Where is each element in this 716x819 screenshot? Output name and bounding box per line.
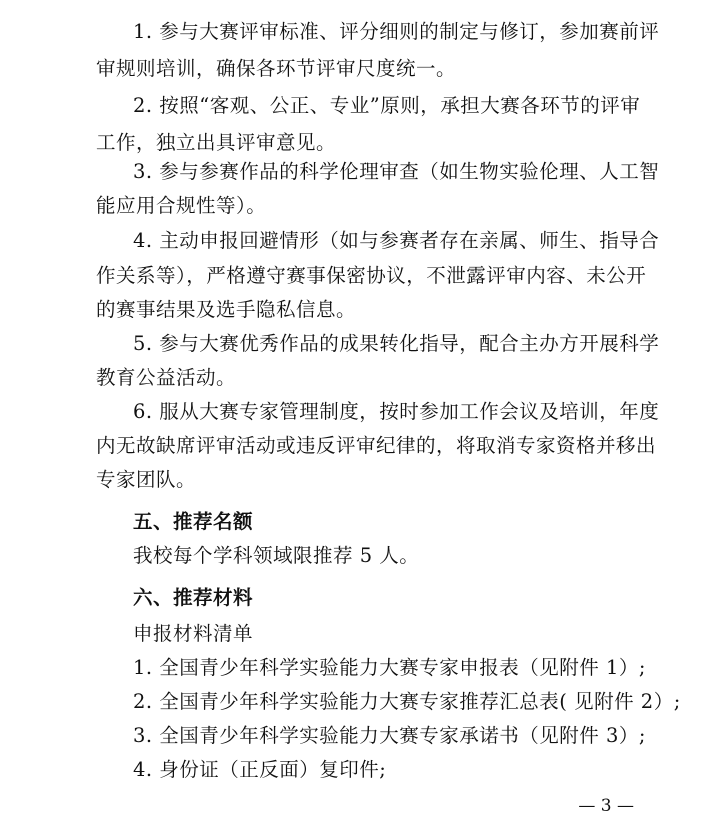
duty-6-line-2: 内无故缺席评审活动或违反评审纪律的，将取消专家资格并移出 xyxy=(96,434,657,457)
duty-1-line-2: 审规则培训，确保各环节评审尺度统一。 xyxy=(96,57,457,80)
section-6-subheading: 申报材料清单 xyxy=(133,622,254,645)
material-item-2: 2. 全国青少年科学实验能力大赛专家推荐汇总表( 见附件 2）; xyxy=(133,690,681,713)
page-number: — 3 — xyxy=(578,796,634,816)
duty-3-line-2: 能应用合规性等）。 xyxy=(96,194,267,217)
duty-6-line-3: 专家团队。 xyxy=(96,468,197,491)
duty-5-line-2: 教育公益活动。 xyxy=(96,366,237,389)
duty-2-line-1: 2. 按照“客观、公正、专业”原则，承担大赛各环节的评审 xyxy=(133,94,641,117)
section-5-heading: 五、推荐名额 xyxy=(133,510,254,533)
section-6-heading: 六、推荐材料 xyxy=(133,586,254,609)
material-item-3: 3. 全国青少年科学实验能力大赛专家承诺书（见附件 3）; xyxy=(133,724,646,747)
material-item-4: 4. 身份证（正反面）复印件; xyxy=(133,758,387,781)
duty-2-line-2: 工作，独立出具评审意见。 xyxy=(96,131,337,154)
duty-4-line-2: 作关系等），严格遵守赛事保密协议，不泄露评审内容、未公开 xyxy=(96,264,647,287)
duty-1-line-1: 1. 参与大赛评审标准、评分细则的制定与修订，参加赛前评 xyxy=(133,20,660,43)
duty-4-line-3: 的赛事结果及选手隐私信息。 xyxy=(96,298,357,321)
duty-4-line-1: 4. 主动申报回避情形（如与参赛者存在亲属、师生、指导合 xyxy=(133,229,660,252)
duty-5-line-1: 5. 参与大赛优秀作品的成果转化指导，配合主办方开展科学 xyxy=(133,332,660,355)
section-5-text: 我校每个学科领域限推荐 5 人。 xyxy=(133,544,420,567)
duty-6-line-1: 6. 服从大赛专家管理制度，按时参加工作会议及培训，年度 xyxy=(133,400,660,423)
material-item-1: 1. 全国青少年科学实验能力大赛专家申报表（见附件 1）; xyxy=(133,656,646,679)
duty-3-line-1: 3. 参与参赛作品的科学伦理审查（如生物实验伦理、人工智 xyxy=(133,160,660,183)
